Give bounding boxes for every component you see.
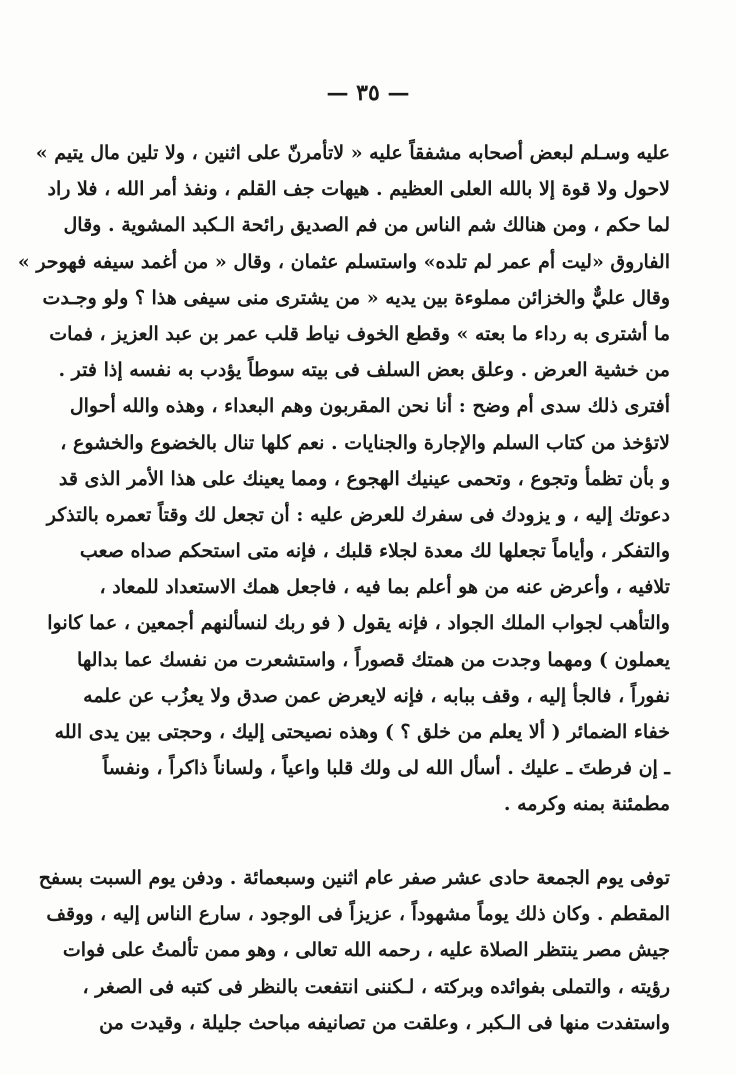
text-line: توفى يوم الجمعة حادى عشر صفر عام اثنين وسبعمائة . ودفن يوم السبت بسفح xyxy=(38,867,670,889)
text-line: مطمئنة بمنه وكرمه . xyxy=(503,793,670,816)
text-line: والتأهب لجواب الملك الجواد ، فإنه يقول ( فو ربك لنسألنهم أجمعين ، عما كانوا xyxy=(47,612,670,635)
text-line: و بأن تظمأ وتجوع ، وتحمى عينيك الهجوع ، ومما يعينك على هذا الأمر الذى قد xyxy=(58,467,670,490)
text-line: ـ إن فرطتَ ـ عليك . أسأل الله لى ولك قلبا واعياً ، ولساناً ذاكراً ، ونفساً xyxy=(102,757,670,780)
text-line: من خشية العرض . وعلق بعض السلف فى بيته سوطاً يؤدب به نفسه إذا فتر . xyxy=(58,359,670,382)
text-line: لاحول ولا قوة إلا بالله العلى العظيم . هيهات جف القلم ، ونفذ أمر الله ، فلا راد xyxy=(47,178,670,201)
text-line: خفاء الضمائر ( ألا يعلم من خلق ؟ ) وهذه نصيحتى إليك ، وحجتى بين يدى الله xyxy=(54,721,670,743)
text-line: نفوراً ، فالجأ إليه ، وقف ببابه ، فإنه لايعرض عمن صدق ولا يعزُب عن علمه xyxy=(83,684,670,707)
text-line: دعوتك إليه ، و يزودك فى سفرك للعرض عليه : أن تجعل لك وقتاً تعمره بالتذكر xyxy=(46,503,670,526)
text-line: جيش مصر ينتظر الصلاة عليه ، رحمه الله تعالى ، وهو ممن تألمتُ على فوات xyxy=(62,939,670,962)
page-number: — ٣٥ — xyxy=(326,80,410,106)
text-line: ما أشترى به رداء ما بعته » وقطع الخوف نياط قلب عمر بن عبد العزيز ، فمات xyxy=(49,322,670,345)
text-line: الفاروق «ليت أم عمر لم تلده» واستسلم عثمان ، وقال « من أغمد سيفه فهوحر » xyxy=(17,250,670,273)
text-line: والتفكر ، وأياماً تجعلها لك معدة لجلاء قلبك ، فإنه متى استحكم صداه صعب xyxy=(79,540,670,563)
text-line: عليه وسـلم لبعض أصحابه مشفقاً عليه « لاتأمرنّ على اثنين ، ولا تلين مال يتيم » xyxy=(35,142,670,164)
text-line: لما حكم ، ومن هنالك شم الناس من فم الصديق رائحة الـكبد المشوية . وقال xyxy=(63,214,670,237)
text-line: يعملون ) ومهما وجدت من همتك قصوراً ، واستشعرت من نفسك عما بدالها xyxy=(77,648,670,671)
paragraph-2 xyxy=(38,860,670,1041)
text-line: المقطم . وكان ذلك يوماً مشهوداً ، عزيزاً فى الوجود ، سارع الناس إليه ، ووقف xyxy=(46,903,670,926)
text-line: أفترى ذلك سدى أم وضح : أنا نحن المقربون وهم البعداء ، وهذه والله أحوال xyxy=(69,395,670,418)
paragraph-1 xyxy=(17,135,670,823)
text-line: تلافيه ، وأعرض عنه من هو أعلم بما فيه ، فاجعل همك الاستعداد للمعاد ، xyxy=(99,576,670,599)
text-line: رؤيته ، والتملى بفوائده وبركته ، لـكننى انتفعت بالنظر فى كتبه فى الصغر ، xyxy=(82,975,670,998)
text-line: وقال عليٌّ والخزائن مملوءة بين يديه « من يشترى منى سيفى هذا ؟ ولو وجـدت xyxy=(42,286,670,309)
text-line: لاتؤخذ من كتاب السلم والإجارة والجنايات . نعم كلها تنال بالخضوع والخشوع ، xyxy=(60,431,670,454)
text-line: واستفدت منها فى الـكبر ، وعلقت من تصانيفه مباحث جليلة ، وقيدت من xyxy=(99,1011,670,1034)
